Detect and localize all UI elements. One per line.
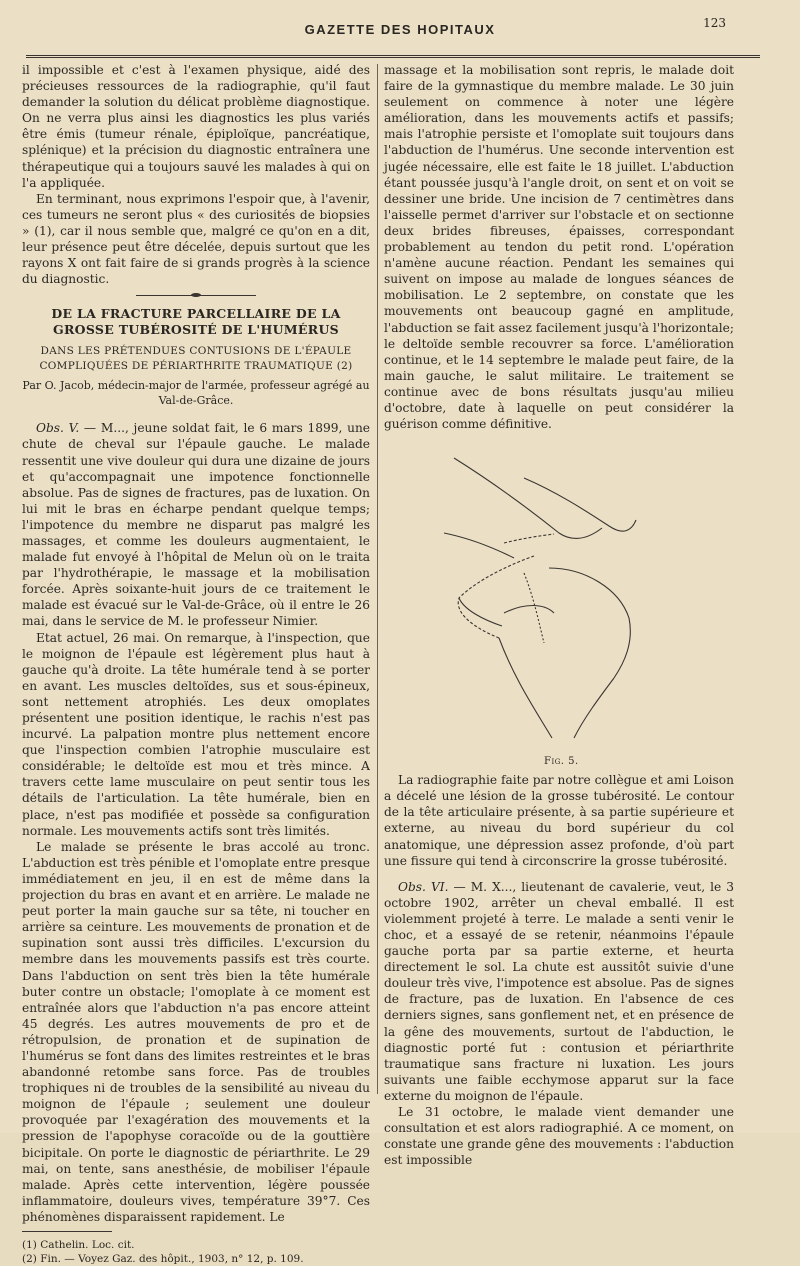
observation-paragraph [22,420,370,629]
page-number: 123 [703,16,726,30]
footnote: (2) Fin. — Voyez Gaz. des hôpit., 1903, n° 12, p. 109. [22,1253,304,1265]
greater-tuberosity-outline [549,568,630,678]
observation-paragraph [384,879,734,1104]
paragraph: massage et la mobilisation sont repris, le malade doit faire de la gymnastique du membre malade. Le 30 juin seulement on commence à noter une légère amélioration, dans les mouvements actifs et passifs; mais l'atrophie persiste et l'omoplate suit toujours dans l'abduction de l'humérus. Une seconde intervention est jugée nécessaire, elle est faite le 18 juillet. L'abduction étant poussée jusqu'à l'angle droit, on sent et on voit se dessiner une bride. Une incision de 7 centimètres dans l'aisselle permet d'arriver sur l'obstacle et on sectionne deux brides fibreuses, épaisses, correspondant probablement au tendon du petit rond. L'opération n'amène aucune réaction. Pendant les semaines qui suivent on impose au malade de longues séances de mobilisation. Le 2 septembre, on constate que les mouvements ont beaucoup gagné en amplitude, l'abduction se fait assez facilement jusqu'à l'horizontale; le deltoïde semble recouvrer sa force. L'amélioration continue, et le 14 septembre le malade peut faire, de la main gauche, le salut militaire. Le traitement se continue avec de bons résultats jusqu'au milieu d'octobre, date à laquelle on peut considérer la guérison comme définitive. [384,63,734,432]
article-title: DE LA FRACTURE PARCELLAIRE DE LA GROSSE TUBÉROSITÉ DE L'HUMÉRUS [51,306,341,338]
humerus-shaft-left [499,638,552,738]
observation-text: — M..., jeune soldat fait, le 6 mars 1899, une chute de cheval sur l'épaule gauche. Le malade ressentit une vive douleur qui dura une dizaine de jours et qu'accompagnait une impotence fonctionnelle absolue. Pas de signes de fractures, pas de luxation. On lui mit le bras en écharpe pendant quelque temps; l'impotence du membre ne disparut pas malgré les massages, et comme les douleurs augmentaient, le malade fut envoyé à l'hôpital de Melun où on le traita par l'hydrothérapie, le massage et la mobilisation forcée. Après soixante-huit jours de ce traitement le malade est évacué sur le Val-de-Grâce, où il entre le 26 mai, dans le service de M. le professeur Nimier. [22,421,371,629]
right-column [384,62,734,1168]
clavicle-outline [454,458,602,538]
acromion-outline [524,478,636,531]
observation-heading: Obs. VI. [398,879,449,894]
header-rule [26,55,760,58]
radiograph-drawing [384,438,734,768]
column-divider [377,64,378,1094]
humeral-head-outline [458,556,534,638]
observation-text: — M. X..., lieutenant de cavalerie, veut, le 3 octobre 1902, arrêter un cheval emballé. Il est violemment projeté à terre. Le malade a senti venir le choc, et a essayé de se retenir, néanmoins l'épaule gauche porta par sa partie externe, et heurta directement le sol. La chute est aussitôt suivie d'une douleur très vive, l'impotence est absolue. Pas de signes de fracture, pas de luxation. En l'absence de ces derniers signes, sans gonflement net, et en présence de la gêne des mouvements, surtout de l'abduction, le diagnostic porté fut : contusion et périarthrite traumatique sans fracture ni luxation. Les jours suivants une faible ecchymose apparut sur la face externe du moignon de l'épaule. [384,879,735,1103]
footnote-rule [22,1231,112,1232]
ornament-divider [136,295,256,296]
observation-heading: Obs. V. [36,421,80,436]
paragraph: il impossible et c'est à l'examen physique, aidé des précieuses ressources de la radiographie, qu'il faut demander la solution du délicat problème diagnostique. On ne verra plus ainsi les diagnostics les plus variés être émis (tumeur rénale, épiploïque, pancréatique, splénique) et la précision du diagnostic entraînera une thérapeutique qui a toujours sauvé les malades à qui on l'a appliquée. [22,63,370,190]
paragraph: Etat actuel, 26 mai. On remarque, à l'inspection, que le moignon de l'épaule est légèrement plus haut à gauche qu'à droite. La tête humérale tend à se porter en avant. Les muscles deltoïdes, sus et sous-épineux, sont nettement atrophiés. Les deux omoplates présentent une position identique, le rachis n'est pas incurvé. La palpation montre plus nettement encore que l'inspection combien l'atrophie musculaire est considérable; le deltoïde est mou et très mince. A travers cette lame musculaire on peut sentir tous les détails de l'articulation. La tête humérale, bien en place, n'est pas modifiée et possède sa configuration normale. Les mouvements actifs sont très limités. [22,630,370,838]
figure-radiograph-tracing [384,438,734,768]
figure-caption: Fig. 5. [544,756,579,768]
humerus-shaft-right [574,678,614,738]
inner-line [504,606,554,614]
author-line: Par O. Jacob, médecin-major de l'armée, professeur agrégé au Val-de-Grâce. [22,379,370,408]
paragraph: Le 31 octobre, le malade vient demander une consultation et est alors radiographié. A ce moment, on constate une grande gêne des mouvements : l'abduction est impossible [384,1105,734,1168]
running-head [0,16,800,46]
paragraph: En terminant, nous exprimons l'espoir que, à l'avenir, ces tumeurs ne seront plus « des curiosités de biopsies » (1), car il nous semble que, malgré ce qu'on en a dit, leur présence peut être décelée, depuis surtout que les rayons X ont fait faire de si grands progrès à la science du diagnostic. [22,191,370,287]
paragraph: Le malade se présente le bras accolé au tronc. L'abduction est très pénible et l'omoplate entre presque immédiatement en jeu, il en est de même dans la projection du bras en avant et en arrière. Le malade ne peut porter la main gauche sur sa tête, ni toucher en arrière sa ceinture. Les mouvements de pronation et de supination sont aussi très difficiles. L'excursion du membre dans les mouvements passifs est très courte. Dans l'abduction on sent très bien la tête humérale buter contre un obstacle; l'omoplate à ce moment est entraînée alors que l'abduction n'a pas encore atteint 45 degrés. Les autres mouvements de pro et de rétropulsion, de pronation et de supination de l'humérus se font dans des limites restreintes et le bras abandonné retombe sans force. Pas de troubles trophiques ni de troubles de la sensibilité au niveau du moignon de l'épaule ; seulement une douleur provoquée par l'exagération des mouvements et la pression de l'apophyse coracoïde ou de la gouttière bicipitale. On porte le diagnostic de périarthrite. Le 29 mai, on tente, sans anesthésie, de mobiliser l'épaule malade. Après cette intervention, légère poussée inflammatoire, douleurs vives, température 39°7. Ces phénomènes disparaissent rapidement. Le [22,839,370,1224]
left-column [22,62,370,1266]
article-subtitle: DANS LES PRÉTENDUES CONTUSIONS DE L'ÉPAULE COMPLIQUÉES DE PÉRIARTHRITE TRAUMATIQUE (2) [39,345,353,373]
journal-title: GAZETTE DES HOPITAUX [304,22,496,37]
scapula-outline [444,533,514,558]
scapula-dashed [504,534,554,543]
paragraph: La radiographie faite par notre collègue et ami Loison a décelé une lésion de la grosse tubérosité. Le contour de la tête articulaire présente, à sa partie supérieure et externe, au niveau du bord supérieur du col anatomique, une dépression assez profonde, d'où part une fissure qui tend à circonscrire la grosse tubérosité. [384,773,734,868]
glenoid-outline [459,598,502,626]
fissure-line [524,573,544,643]
footnote: (1) Cathelin. Loc. cit. [22,1239,135,1251]
